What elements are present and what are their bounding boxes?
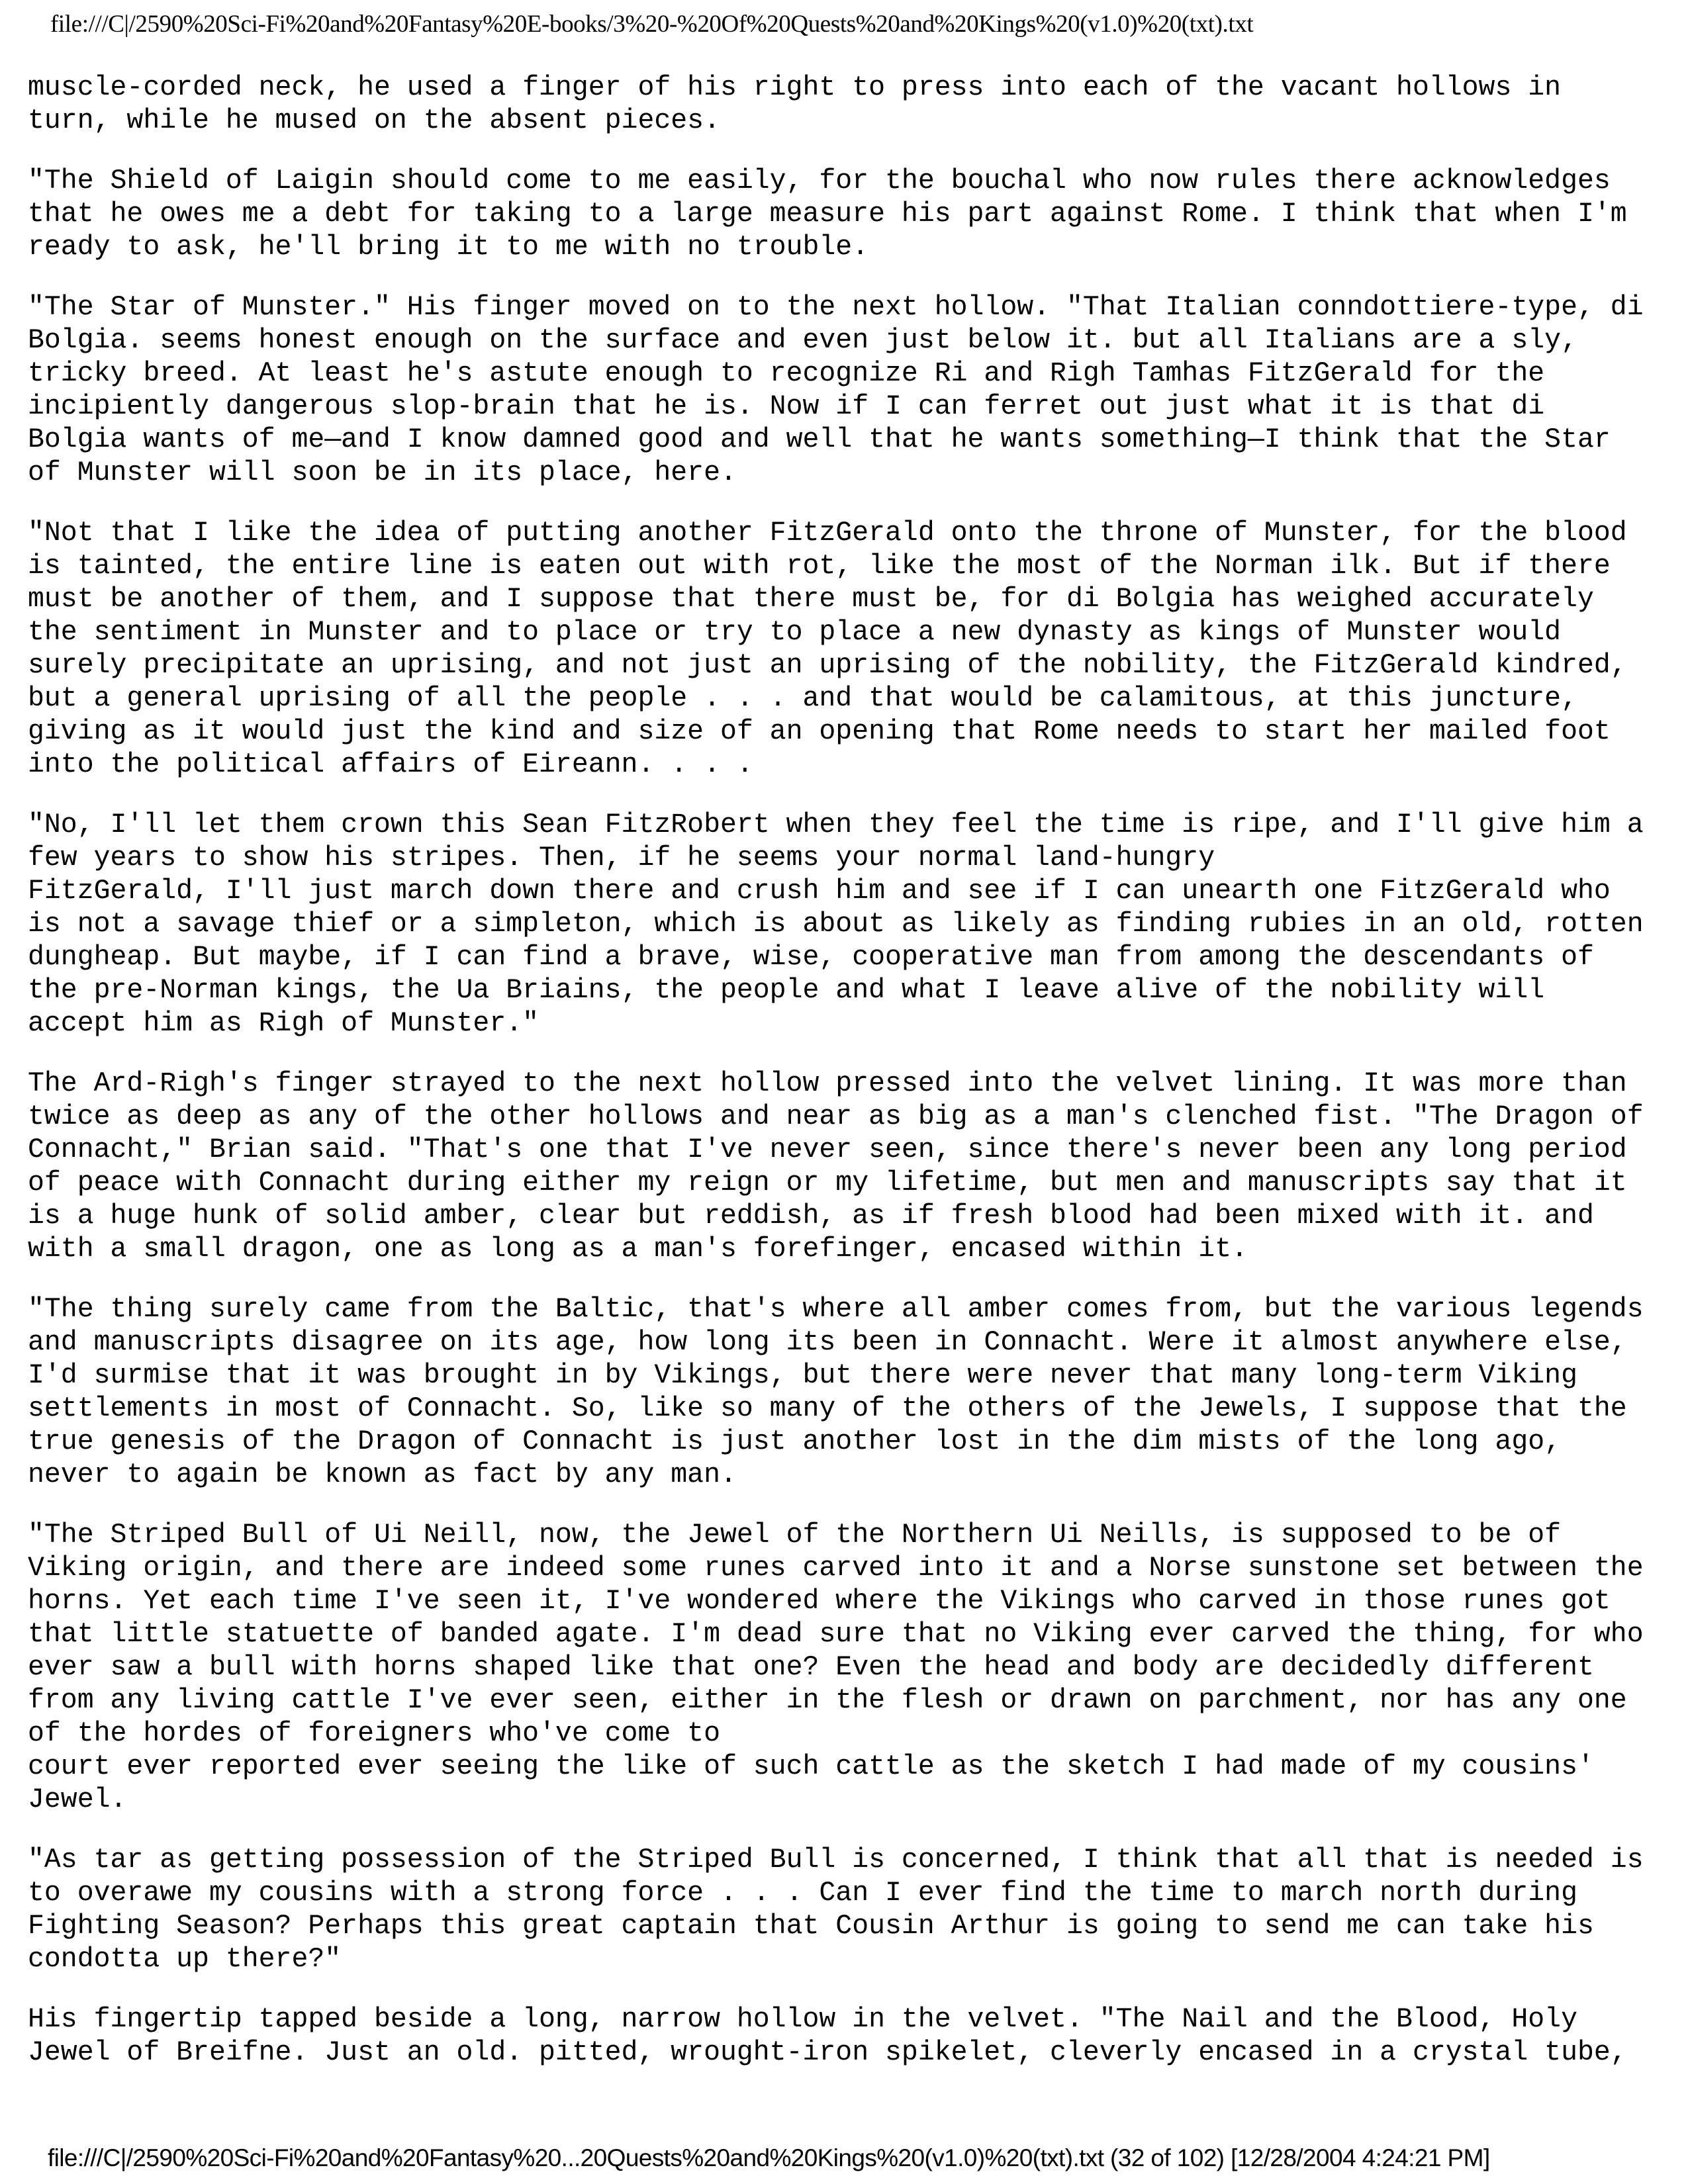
text-line: Fighting Season? Perhaps this great captain that Cousin Arthur is going to send me can take his: [28, 1911, 1594, 1942]
text-line: dungheap. But maybe, if I can find a brave, wise, cooperative man from among the descendants of: [28, 942, 1594, 973]
text-line: horns. Yet each time I've seen it, I've wondered where the Vikings who carved in those runes got: [28, 1586, 1611, 1617]
text-line: is a huge hunk of solid amber, clear but reddish, as if fresh blood had been mixed with it. and: [28, 1201, 1594, 1232]
text-line: accept him as Righ of Munster.": [28, 1008, 539, 1039]
text-line: of peace with Connacht during either my reign or my lifetime, but men and manuscripts say that it: [28, 1167, 1627, 1199]
text-line: incipiently dangerous slop-brain that he is. Now if I can ferret out just what it is that di: [28, 391, 1545, 422]
text-line: I'd surmise that it was brought in by Vikings, but there were never that many long-term Viking: [28, 1360, 1577, 1391]
paragraph: [28, 291, 1669, 490]
text-line: "The Star of Munster." His finger moved on to the next hollow. "That Italian conndottiere-type, di: [28, 292, 1644, 323]
paragraph: [28, 809, 1669, 1040]
text-line: of the hordes of foreigners who've come to: [28, 1718, 720, 1749]
text-line: settlements in most of Connacht. So, like so many of the others of the Jewels, I suppose that the: [28, 1393, 1627, 1424]
text-line: "No, I'll let them crown this Sean FitzRobert when they feel the time is ripe, and I'll give him a: [28, 809, 1644, 841]
text-line: "The Striped Bull of Ui Neill, now, the Jewel of the Northern Ui Neills, is supposed to be of: [28, 1520, 1562, 1551]
paragraph: [28, 517, 1669, 782]
text-line: Bolgia wants of me—and I know damned good and well that he wants something—I think that the Star: [28, 424, 1611, 455]
text-line: must be another of them, and I suppose that there must be, for di Bolgia has weighed accurately: [28, 584, 1594, 615]
text-line: condotta up there?": [28, 1944, 342, 1975]
text-line: giving as it would just the kind and size of an opening that Rome needs to start her mailed foot: [28, 716, 1611, 747]
text-line: The Ard-Righ's finger strayed to the next hollow pressed into the velvet lining. It was more than: [28, 1068, 1627, 1099]
text-line: the pre-Norman kings, the Ua Briains, the people and what I leave alive of the nobility will: [28, 975, 1545, 1006]
paragraph: [28, 1519, 1669, 1817]
paragraph: [28, 165, 1669, 264]
text-line: the sentiment in Munster and to place or try to place a new dynasty as kings of Munster would: [28, 617, 1562, 648]
text-line: into the political affairs of Eireann. . . .: [28, 749, 753, 780]
text-line: of Munster will soon be in its place, here.: [28, 457, 737, 488]
text-line: Connacht," Brian said. "That's one that I've never seen, since there's never been any long period: [28, 1134, 1627, 1165]
paragraph: [28, 1844, 1669, 1976]
text-line: never to again be known as fact by any man.: [28, 1459, 737, 1490]
text-line: muscle-corded neck, he used a finger of his right to press into each of the vacant hollows in: [28, 72, 1562, 103]
text-line: His fingertip tapped beside a long, narrow hollow in the velvet. "The Nail and the Blood, Holy: [28, 2004, 1577, 2035]
text-line: Jewel.: [28, 1784, 127, 1815]
page-footer: file:///C|/2590%20Sci-Fi%20and%20Fantasy%20...20Quests%20and%20Kings%20(v1.0)%20(txt).txt (32 of 102) [12/28/2004 4:24:21 PM]: [48, 2144, 1490, 2171]
text-line: that little statuette of banded agate. I'm dead sure that no Viking ever carved the thing, for who: [28, 1619, 1644, 1650]
text-line: few years to show his stripes. Then, if he seems your normal land-hungry: [28, 842, 1215, 874]
paragraph: [28, 2003, 1669, 2070]
text-line: is not a savage thief or a simpleton, which is about as likely as finding rubies in an old, rotten: [28, 909, 1644, 940]
text-line: "The thing surely came from the Baltic, that's where all amber comes from, but the various legends: [28, 1294, 1644, 1325]
text-line: to overawe my cousins with a strong force . . . Can I ever find the time to march north during: [28, 1878, 1577, 1909]
text-line: turn, while he mused on the absent pieces.: [28, 105, 720, 136]
text-line: ever saw a bull with horns shaped like that one? Even the head and body are decidedly different: [28, 1652, 1594, 1683]
text-line: that he owes me a debt for taking to a large measure his part against Rome. I think that when I'm: [28, 199, 1627, 230]
page-header-path: file:///C|/2590%20Sci-Fi%20and%20Fantasy%20E-books/3%20-%20Of%20Quests%20and%20Kings%20(v1.0)%20(txt).txt: [50, 11, 1254, 38]
text-line: true genesis of the Dragon of Connacht is just another lost in the dim mists of the long ago,: [28, 1426, 1562, 1457]
text-line: court ever reported ever seeing the like of such cattle as the sketch I had made of my cousins': [28, 1751, 1594, 1782]
text-line: with a small dragon, one as long as a man's forefinger, encased within it.: [28, 1234, 1248, 1265]
text-line: tricky breed. At least he's astute enough to recognize Ri and Righ Tamhas FitzGerald for the: [28, 358, 1545, 389]
document-body: [28, 71, 1669, 2097]
text-line: Viking origin, and there are indeed some runes carved into it and a Norse sunstone set between the: [28, 1553, 1644, 1584]
text-line: twice as deep as any of the other hollows and near as big as a man's clenched fist. "The Dragon of: [28, 1101, 1644, 1132]
text-line: Jewel of Breifne. Just an old. pitted, wrought-iron spikelet, cleverly encased in a crystal tube,: [28, 2037, 1627, 2068]
text-line: "Not that I like the idea of putting another FitzGerald onto the throne of Munster, for the blood: [28, 518, 1627, 549]
text-line: and manuscripts disagree on its age, how long its been in Connacht. Were it almost anywhere else,: [28, 1327, 1627, 1358]
paragraph: [28, 1068, 1669, 1266]
paragraph: [28, 71, 1669, 138]
text-line: is tainted, the entire line is eaten out with rot, like the most of the Norman ilk. But if there: [28, 551, 1611, 582]
text-line: "The Shield of Laigin should come to me easily, for the bouchal who now rules there acknowledges: [28, 165, 1611, 197]
text-line: from any living cattle I've ever seen, either in the flesh or drawn on parchment, nor has any one: [28, 1685, 1627, 1716]
text-line: ready to ask, he'll bring it to me with no trouble.: [28, 232, 869, 263]
paragraph: [28, 1293, 1669, 1492]
text-line: Bolgia. seems honest enough on the surface and even just below it. but all Italians are a sly,: [28, 325, 1577, 356]
text-line: but a general uprising of all the people . . . and that would be calamitous, at this juncture,: [28, 683, 1577, 714]
text-line: "As tar as getting possession of the Striped Bull is concerned, I think that all that is needed is: [28, 1844, 1644, 1876]
text-line: surely precipitate an uprising, and not just an uprising of the nobility, the FitzGerald kindred,: [28, 650, 1627, 681]
text-line: FitzGerald, I'll just march down there and crush him and see if I can unearth one FitzGerald who: [28, 876, 1611, 907]
